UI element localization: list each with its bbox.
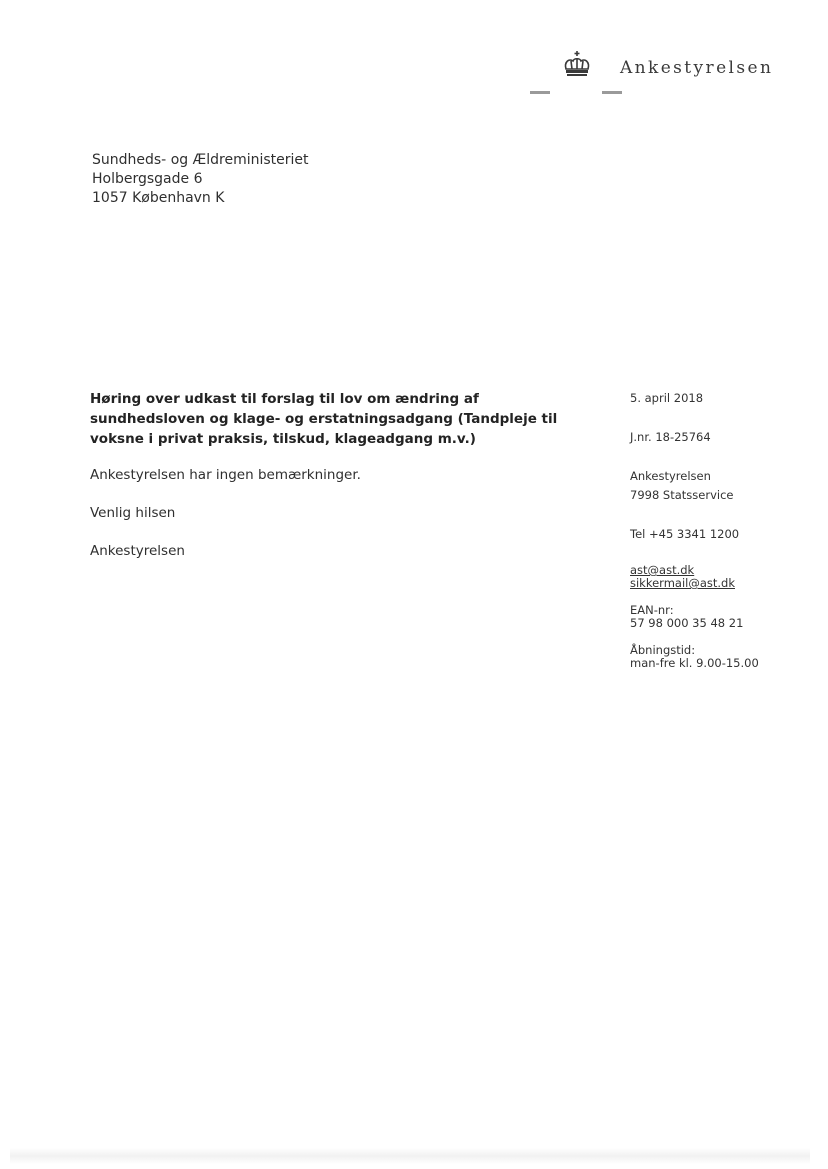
letterhead-mark-right bbox=[602, 91, 622, 94]
ean-value: 57 98 000 35 48 21 bbox=[630, 616, 744, 630]
crown-icon bbox=[561, 50, 593, 78]
recipient-address bbox=[92, 151, 309, 208]
journal-number: J.nr. 18-25764 bbox=[630, 430, 711, 444]
opening-hours-value: man-fre kl. 9.00-15.00 bbox=[630, 656, 759, 670]
recipient-street: Holbergsgade 6 bbox=[92, 171, 203, 187]
scan-shadow bbox=[10, 1148, 810, 1164]
sender-address: 7998 Statsservice bbox=[630, 488, 734, 502]
secure-email-link[interactable]: sikkermail@ast.dk bbox=[630, 576, 735, 590]
letter-date: 5. april 2018 bbox=[630, 391, 704, 405]
letter-subject: Høring over udkast til forslag til lov om ændring af sundhedsloven og klage- og erstatningsadgang (Tandpleje til voksne i privat praksis, tilskud, klageadgang m.v.) bbox=[90, 391, 558, 447]
recipient-city: 1057 København K bbox=[92, 190, 225, 206]
closing-greeting: Venlig hilsen bbox=[90, 505, 176, 521]
signature: Ankestyrelsen bbox=[90, 543, 185, 559]
email-link[interactable]: ast@ast.dk bbox=[630, 563, 695, 577]
sender-phone: Tel +45 3341 1200 bbox=[630, 527, 740, 541]
opening-hours-label: Åbningstid: bbox=[630, 643, 696, 657]
ean-label: EAN-nr: bbox=[630, 603, 674, 617]
letterhead-mark-left bbox=[530, 91, 550, 94]
body-paragraph: Ankestyrelsen har ingen bemærkninger. bbox=[90, 467, 361, 483]
sender-organization: Ankestyrelsen bbox=[630, 469, 711, 483]
organization-logo-text: Ankestyrelsen bbox=[620, 58, 774, 78]
recipient-name: Sundheds- og Ældreministeriet bbox=[92, 152, 309, 168]
